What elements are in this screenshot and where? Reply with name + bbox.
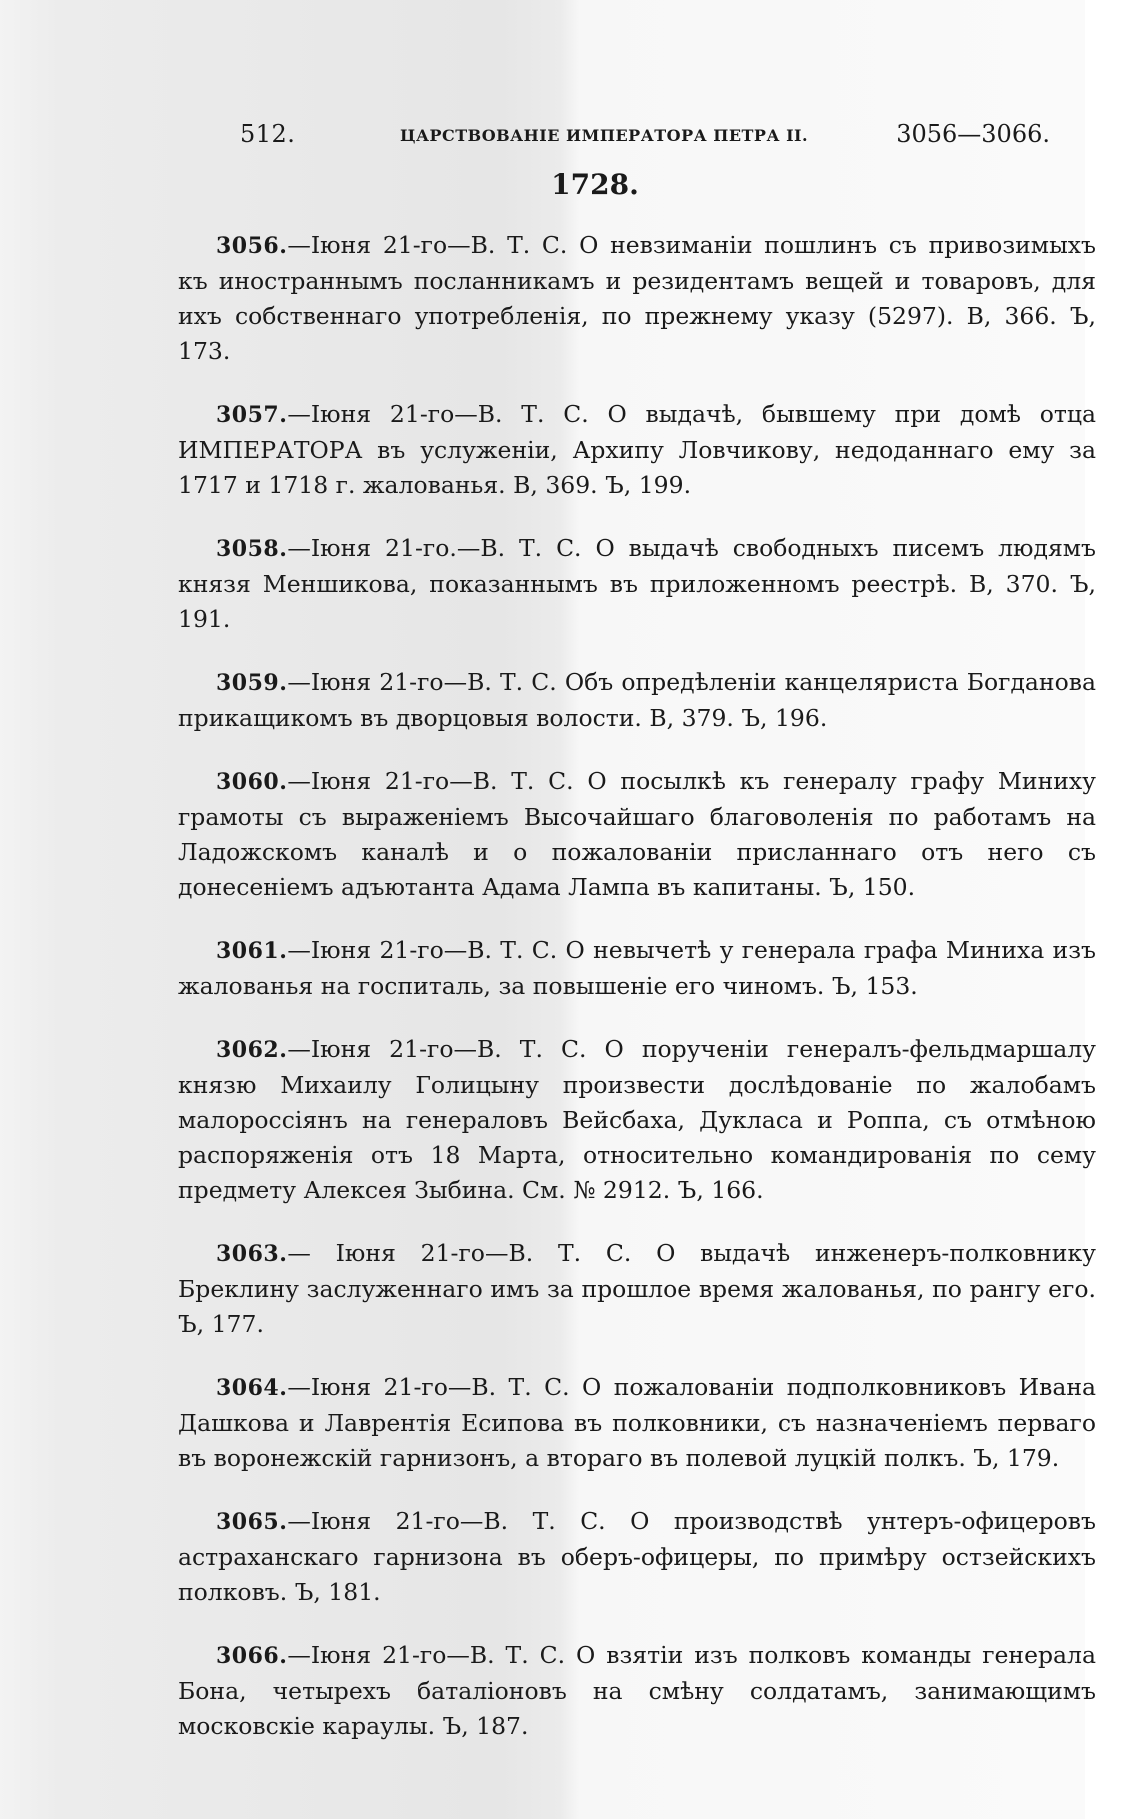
entry <box>178 665 1096 736</box>
entry-number: 3062. <box>216 1037 288 1063</box>
entry-number: 3061. <box>216 938 288 964</box>
entry <box>178 1370 1096 1476</box>
year-heading: 1728. <box>551 168 639 201</box>
entry-number: 3056. <box>216 233 288 259</box>
page-number: 512. <box>240 120 296 148</box>
entry-number: 3063. <box>216 1241 288 1267</box>
entry-text: —Іюня 21-го—В. Т. С. О выдачѣ, бывшему при домѣ отца ИМПЕРАТОРА въ услуженіи, Архипу Ловчикову, недоданнаго ему за 1717 и 1718 г. жалованья. В, 369. Ъ, 199. <box>178 400 1096 499</box>
entry-text: —Іюня 21-го—В. Т. С. О невзиманіи пошлинъ съ привозимыхъ къ иностраннымъ посланникамъ и резидентамъ вещей и товаровъ, для ихъ собственнаго употребленія, по прежнему указу (5297). В, 366. Ъ, 173. <box>178 231 1096 365</box>
entry-number: 3065. <box>216 1509 288 1535</box>
entry <box>178 397 1096 503</box>
page-header <box>240 120 1100 160</box>
entry-number: 3066. <box>216 1643 288 1669</box>
entry-text: — Іюня 21-го—В. Т. С. О выдачѣ инженеръ-полковнику Бреклину заслуженнаго имъ за прошлое время жалованья, по рангу его. Ъ, 177. <box>178 1239 1096 1338</box>
entry-number: 3060. <box>216 769 288 795</box>
entry-number: 3057. <box>216 402 288 428</box>
entry-range: 3056—3066. <box>896 120 1050 148</box>
entry-number: 3064. <box>216 1375 288 1401</box>
entry-text: —Іюня 21-го—В. Т. С. О порученіи генералъ-фельдмаршалу князю Михаилу Голицыну произвести дослѣдованіе по жалобамъ малороссіянъ на генераловъ Вейсбаха, Дукласа и Роппа, съ отмѣною распоряженія отъ 18 Марта, относительно командированія по сему предмету Алексея Зыбина. См. № 2912. Ъ, 166. <box>178 1035 1096 1204</box>
entry-text: —Іюня 21-го—В. Т. С. О взятіи изъ полковъ команды генерала Бона, четырехъ баталіоновъ на смѣну солдатамъ, занимающимъ московскіе караулы. Ъ, 187. <box>178 1641 1096 1740</box>
entry-text: —Іюня 21-го—В. Т. С. Объ опредѣленіи канцеляриста Богданова прикащикомъ въ дворцовыя волости. В, 379. Ъ, 196. <box>178 668 1096 732</box>
entry-text: —Іюня 21-го—В. Т. С. О производствѣ унтеръ-офицеровъ астраханскаго гарнизона въ оберъ-офицеры, по примѣру остзейскихъ полковъ. Ъ, 181. <box>178 1507 1096 1606</box>
entry-text: —Іюня 21-го.—В. Т. С. О выдачѣ свободныхъ писемъ людямъ князя Меншикова, показаннымъ въ приложенномъ реестрѣ. В, 370. Ъ, 191. <box>178 534 1096 633</box>
entry <box>178 1236 1096 1342</box>
entry <box>178 1504 1096 1610</box>
running-title: ЦАРСТВОВАНІЕ ИМПЕРАТОРА ПЕТРА II. <box>400 126 809 145</box>
entry-text: —Іюня 21-го—В. Т. С. О пожалованіи подполковниковъ Ивана Дашкова и Лаврентія Есипова въ полковники, съ назначеніемъ перваго въ воронежскій гарнизонъ, а втораго въ полевой луцкій полкъ. Ъ, 179. <box>178 1373 1096 1472</box>
entry <box>178 531 1096 637</box>
entry <box>178 1032 1096 1208</box>
entry-number: 3058. <box>216 536 288 562</box>
entry <box>178 933 1096 1004</box>
entry <box>178 228 1096 369</box>
entry-text: —Іюня 21-го—В. Т. С. О посылкѣ къ генералу графу Миниху грамоты съ выраженіемъ Высочайшаго благоволенія по работамъ на Ладожскомъ каналѣ и о пожалованіи присланнаго отъ него съ донесеніемъ адъютанта Адама Лампа въ капитаны. Ъ, 150. <box>178 767 1096 901</box>
entry-number: 3059. <box>216 670 288 696</box>
entries-list <box>178 228 1096 1772</box>
entry-text: —Іюня 21-го—В. Т. С. О невычетѣ у генерала графа Миниха изъ жалованья на госпиталь, за повышеніе его чиномъ. Ъ, 153. <box>178 936 1096 1000</box>
entry <box>178 764 1096 905</box>
entry <box>178 1638 1096 1744</box>
